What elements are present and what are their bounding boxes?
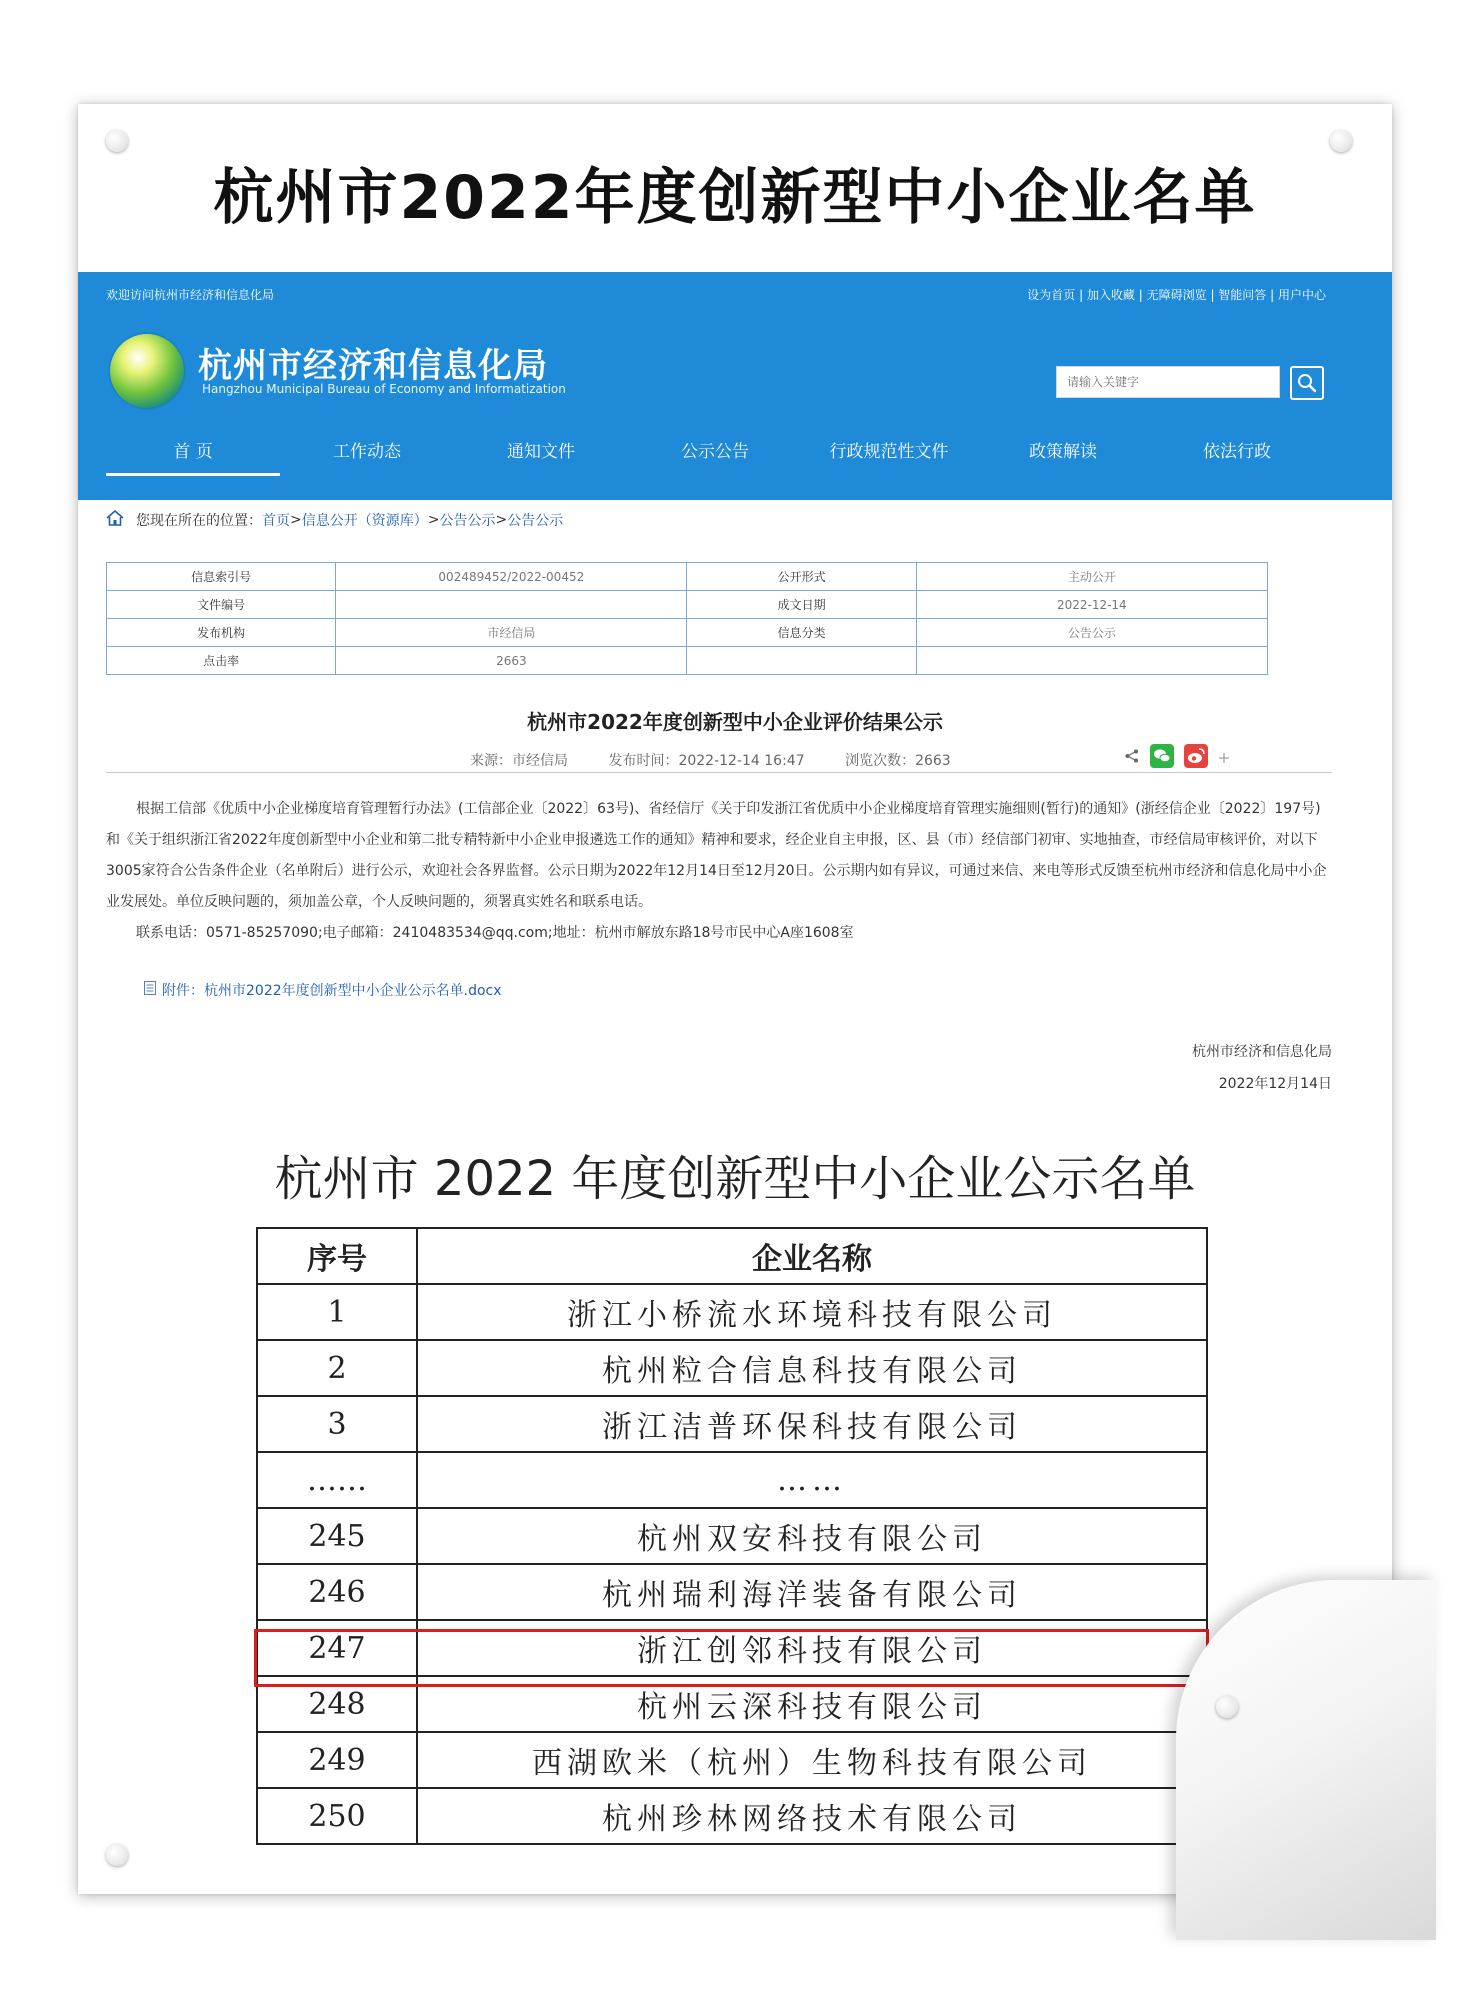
top-links	[1027, 286, 1326, 303]
row-index: 2	[257, 1340, 417, 1396]
company-list-table	[256, 1227, 1208, 1845]
table-row-highlighted	[257, 1620, 1207, 1676]
meta-label	[687, 647, 916, 675]
breadcrumb-prefix: 您现在所在的位置：	[136, 513, 262, 529]
nav-item-notices[interactable]: 通知文件	[507, 442, 575, 462]
top-link-separator: |	[1206, 288, 1219, 302]
home-icon	[106, 510, 124, 530]
pin-bottom-right	[1216, 1696, 1238, 1718]
row-company: 西湖欧米（杭州）生物科技有限公司	[417, 1732, 1207, 1788]
article-meta	[470, 750, 987, 770]
meta-value	[916, 647, 1267, 675]
nav-item-regulations[interactable]: 行政规范性文件	[829, 442, 949, 462]
breadcrumb-separator: >	[495, 512, 508, 528]
meta-value: 市经信局	[336, 619, 687, 647]
row-index: ……	[257, 1452, 417, 1508]
top-link-4[interactable]: 用户中心	[1277, 288, 1326, 302]
pin-top-right	[1330, 130, 1352, 152]
row-company: 杭州双安科技有限公司	[417, 1508, 1207, 1564]
site-name: 杭州市经济和信息化局	[198, 346, 548, 386]
page-curl	[1176, 1580, 1436, 1940]
table-row	[257, 1340, 1207, 1396]
nav-item-law[interactable]: 依法行政	[1203, 442, 1271, 462]
row-company: 杭州珍林网络技术有限公司	[417, 1788, 1207, 1844]
poster-sheet	[78, 104, 1392, 1894]
article-divider	[106, 772, 1332, 773]
site-name-en: Hangzhou Municipal Bureau of Economy and Informatization	[202, 382, 566, 396]
table-row	[257, 1396, 1207, 1452]
list-title: 杭州市 2022 年度创新型中小企业公示名单	[274, 1151, 1196, 1207]
row-index: 3	[257, 1396, 417, 1452]
top-link-1[interactable]: 加入收藏	[1086, 288, 1135, 302]
breadcrumb-separator: >	[427, 512, 440, 528]
table-row	[257, 1676, 1207, 1732]
breadcrumb-item-info[interactable]: 信息公开（资源库）	[301, 513, 428, 529]
attachment-link[interactable]	[144, 980, 502, 1000]
meta-value: 公告公示	[916, 619, 1267, 647]
share-icon[interactable]	[1124, 748, 1140, 768]
article-title: 杭州市2022年度创新型中小企业评价结果公示	[527, 710, 943, 734]
document-icon	[144, 981, 156, 999]
meta-value: 2663	[336, 647, 687, 675]
meta-label: 点击率	[107, 647, 336, 675]
pin-bottom-left	[106, 1844, 128, 1866]
top-link-0[interactable]: 设为首页	[1027, 288, 1076, 302]
table-row	[257, 1284, 1207, 1340]
meta-label: 成文日期	[687, 591, 916, 619]
article-body	[106, 794, 1328, 949]
row-index: 247	[257, 1620, 417, 1676]
row-company: 浙江洁普环保科技有限公司	[417, 1396, 1207, 1452]
meta-row	[107, 563, 1268, 591]
top-link-separator: |	[1266, 288, 1278, 302]
row-index: 248	[257, 1676, 417, 1732]
signature	[1192, 1036, 1332, 1100]
meta-value	[336, 591, 687, 619]
table-header-row	[257, 1228, 1207, 1284]
share-bar	[1124, 744, 1240, 772]
row-company: 杭州瑞利海洋装备有限公司	[417, 1564, 1207, 1620]
table-row	[257, 1788, 1207, 1844]
welcome-text: 欢迎访问杭州市经济和信息化局	[106, 288, 275, 302]
meta-label: 信息分类	[687, 619, 916, 647]
info-meta-table	[106, 562, 1268, 675]
meta-label: 发布机构	[107, 619, 336, 647]
table-row	[257, 1508, 1207, 1564]
search-button[interactable]	[1290, 366, 1324, 400]
top-link-3[interactable]: 智能问答	[1218, 288, 1267, 302]
header-index: 序号	[257, 1228, 417, 1284]
meta-label: 公开形式	[687, 563, 916, 591]
row-company: 杭州粒合信息科技有限公司	[417, 1340, 1207, 1396]
meta-value: 002489452/2022-00452	[336, 563, 687, 591]
breadcrumb-item-home[interactable]: 首页	[262, 513, 290, 529]
pin-top-left	[106, 130, 128, 152]
row-company: 浙江小桥流水环境科技有限公司	[417, 1284, 1207, 1340]
meta-row	[107, 619, 1268, 647]
table-row	[257, 1564, 1207, 1620]
breadcrumb	[106, 510, 563, 530]
meta-row	[107, 591, 1268, 619]
article-source: 来源：市经信局	[470, 753, 568, 769]
row-index: 249	[257, 1732, 417, 1788]
more-share-icon[interactable]	[1218, 749, 1230, 768]
signature-date: 2022年12月14日	[1218, 1076, 1332, 1092]
article-views: 浏览次数：2663	[845, 753, 951, 769]
meta-label: 文件编号	[107, 591, 336, 619]
logo-icon	[110, 334, 184, 408]
header-company: 企业名称	[417, 1228, 1207, 1284]
nav-item-policy[interactable]: 政策解读	[1029, 442, 1097, 462]
signature-org: 杭州市经济和信息化局	[1192, 1044, 1332, 1060]
nav-item-work-news[interactable]: 工作动态	[333, 442, 401, 462]
main-nav	[106, 432, 1324, 476]
row-index: 1	[257, 1284, 417, 1340]
site-header	[78, 272, 1392, 500]
meta-row	[107, 647, 1268, 675]
wechat-icon[interactable]	[1150, 744, 1174, 772]
meta-value: 主动公开	[916, 563, 1267, 591]
search-input[interactable]	[1056, 366, 1280, 398]
row-index: 246	[257, 1564, 417, 1620]
breadcrumb-item-notice[interactable]: 公告公示	[439, 513, 496, 529]
table-row	[257, 1452, 1207, 1508]
article-publish-time: 发布时间：2022-12-14 16:47	[608, 753, 805, 769]
row-company: 浙江创邻科技有限公司	[417, 1620, 1207, 1676]
article-paragraph: 根据工信部《优质中小企业梯度培育管理暂行办法》(工信部企业〔2022〕63号)、省经信厅《关于印发浙江省优质中小企业梯度培育管理实施细则(暂行)的通知》(浙经信企业〔2022〕197号)和《关于组织浙江省2022年度创新型中小企业和第二批专精特新中小企业申报遴选工作的通知》精神和要求，经企业自主申报，区、县（市）经信部门初审、实地抽查，市经信局审核评价，对以下3005家符合公告条件企业（名单附后）进行公示，欢迎社会各界监督。公示日期为2022年12月14日至12月20日。公示期内如有异议，可通过来信、来电等形式反馈至杭州市经济和信息化局中小企业发展处。单位反映问题的，须加盖公章，个人反映问题的，须署真实姓名和联系电话。	[106, 801, 1327, 910]
row-index: 245	[257, 1508, 417, 1564]
breadcrumb-separator: >	[290, 512, 302, 528]
row-company: ……	[417, 1452, 1207, 1508]
breadcrumb-item-notice-current[interactable]: 公告公示	[507, 513, 564, 529]
meta-value: 2022-12-14	[916, 591, 1267, 619]
row-index: 250	[257, 1788, 417, 1844]
nav-item-home[interactable]: 首 页	[106, 432, 280, 476]
weibo-icon[interactable]	[1184, 744, 1208, 772]
top-link-2[interactable]: 无障碍浏览	[1146, 288, 1207, 302]
table-row	[257, 1732, 1207, 1788]
row-company: 杭州云深科技有限公司	[417, 1676, 1207, 1732]
search-icon	[1297, 373, 1317, 393]
meta-label: 信息索引号	[107, 563, 336, 591]
attachment-label: 附件：杭州市2022年度创新型中小企业公示名单.docx	[162, 983, 502, 999]
nav-item-announcements[interactable]: 公示公告	[681, 442, 749, 462]
article-contact: 联系电话：0571-85257090;电子邮箱：2410483534@qq.com;地址：杭州市解放东路18号市民中心A座1608室	[136, 925, 854, 941]
top-link-separator: |	[1075, 288, 1087, 302]
top-link-separator: |	[1134, 288, 1147, 302]
poster-title: 杭州市2022年度创新型中小企业名单	[213, 163, 1257, 233]
